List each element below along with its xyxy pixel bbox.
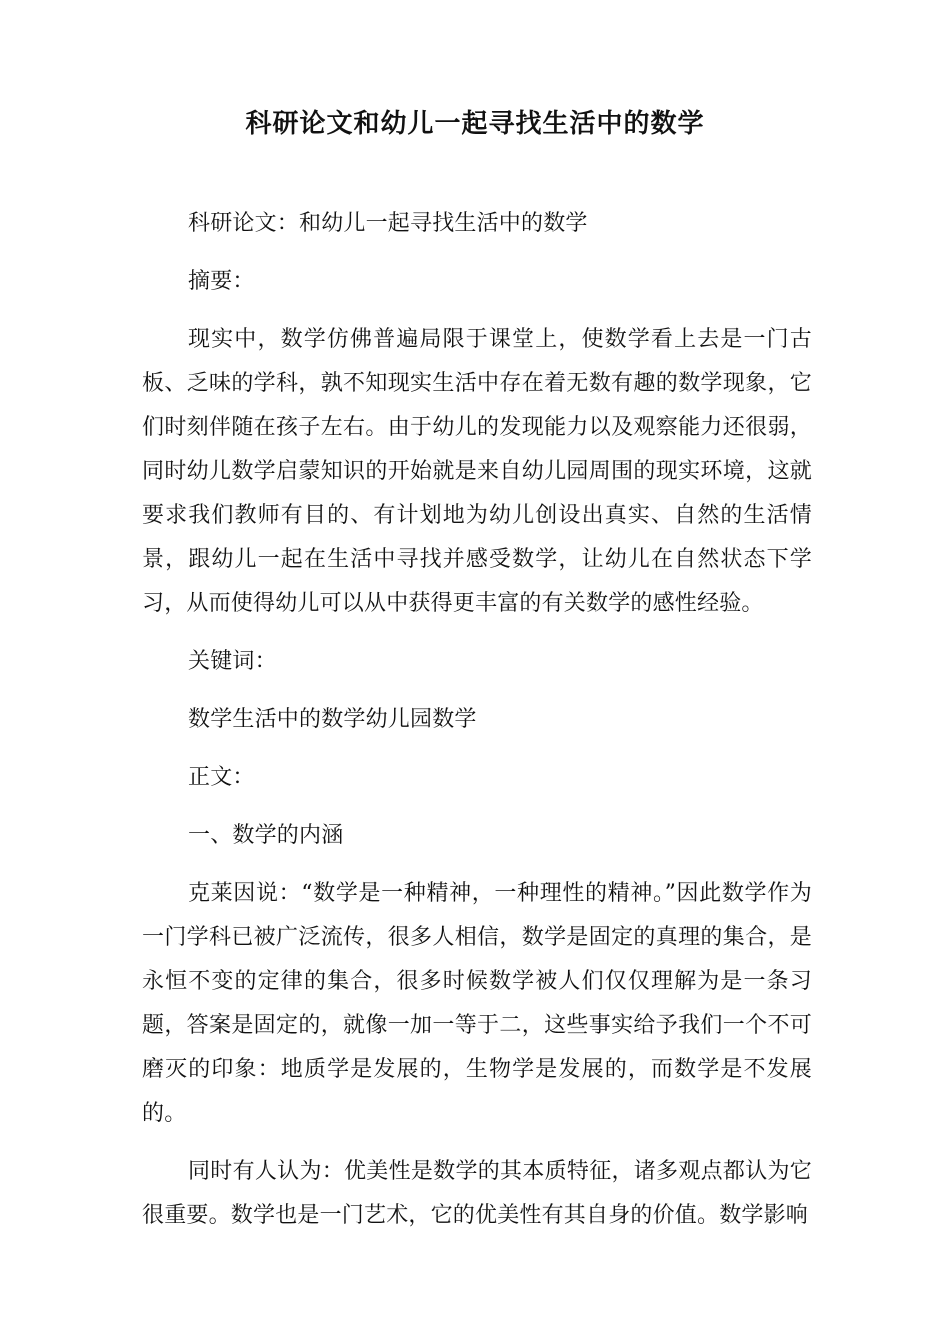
document-body bbox=[142, 202, 812, 1238]
document-title: 科研论文和幼儿一起寻找生活中的数学 bbox=[245, 109, 705, 139]
body-paragraph: 克莱因说：“数学是一种精神，一种理性的精神。”因此数学作为一门学科已被广泛流传，很多人相信，数学是固定的真理的集合，是永恒不变的定律的集合，很多时候数学被人们仅仅理解为是一条习题，答案是固定的，就像一加一等于二，这些事实给予我们一个不可磨灭的印象：地质学是发展的，生物学是发展的，而数学是不发展的。 bbox=[142, 881, 812, 1126]
section-heading: 一、数学的内涵 bbox=[188, 823, 344, 848]
body-label: 正文： bbox=[188, 765, 255, 790]
abstract-label: 摘要： bbox=[188, 269, 255, 294]
paper-heading: 科研论文：和幼儿一起寻找生活中的数学 bbox=[188, 211, 588, 236]
abstract-paragraph: 现实中，数学仿佛普遍局限于课堂上，使数学看上去是一门古板、乏味的学科，孰不知现实生活中存在着无数有趣的数学现象，它们时刻伴随在孩子左右。由于幼儿的发现能力以及观察能力还很弱，同时幼儿数学启蒙知识的开始就是来自幼儿园周围的现实环境，这就要求我们教师有目的、有计划地为幼儿创设出真实、自然的生活情景，跟幼儿一起在生活中寻找并感受数学，让幼儿在自然状态下学习，从而使得幼儿可以从中获得更丰富的有关数学的感性经验。 bbox=[142, 327, 812, 616]
body-paragraph: 同时有人认为：优美性是数学的其本质特征，诸多观点都认为它很重要。数学也是一门艺术，它的优美性有其自身的价值。数学影响 bbox=[142, 1159, 812, 1228]
keywords-text: 数学生活中的数学幼儿园数学 bbox=[188, 707, 477, 732]
keywords-label: 关键词： bbox=[188, 649, 277, 674]
